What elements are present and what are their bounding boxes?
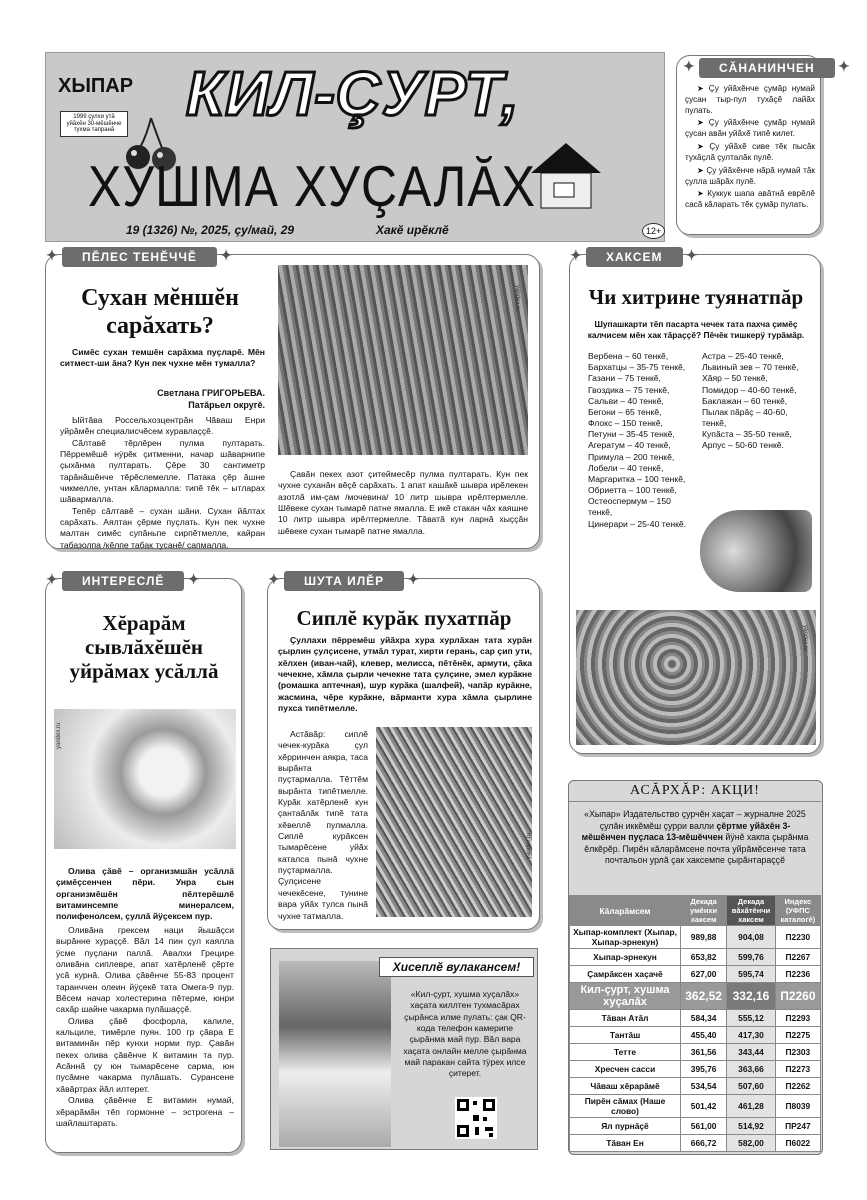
note-item: ➤ Куккук шапа авăтнă еврĕлĕ сасă кăларать тĕк çумăр пулать.	[685, 189, 815, 210]
price-item: Пылак пăрăç – 40-60, тенкĕ,	[702, 406, 788, 429]
table-row	[570, 966, 821, 983]
publication-name: Хыпар-комплект (Хыпар, Хыпар-эрнекун)	[570, 926, 681, 949]
house-icon	[526, 133, 606, 213]
price-item: Бархатцы – 35-75 тенкĕ,	[588, 362, 686, 373]
price-item: Остеоспермум – 150 тенкĕ,	[588, 496, 671, 518]
index-cell: П8039	[775, 1095, 820, 1118]
publication-name: Хыпар-эрнекун	[570, 949, 681, 966]
price-item: Обриетта – 100 тенкĕ,	[588, 485, 677, 496]
paragraph: Олива çăвĕ фосфорла, калиле, кальциле, тимĕрле пуян. 100 гр çăвра Е витаминăн пĕр кунхи норми пур. Çавăн пекех олива çăвĕнче К витамин та пур. Асăннă çу юн тымарĕсене сарма, юн пусăмне чакарма пулăшать. Сурансене хăвăртрах йăл илтерет.	[56, 1015, 234, 1094]
price-item: Бегони – 65 тенкĕ,	[588, 406, 662, 417]
price-cell: 584,34	[681, 1010, 727, 1027]
publication-name: Чăваш хĕрарăмĕ	[570, 1078, 681, 1095]
paragraph: Оливăна грексем наци йышăçси вырăнне хураççĕ. Вăл 14 пин çул каялла ÿсме пуçлани паллă. Авалхи Грецире оливăна сиплевре, апат хатĕрленĕ çĕрте усă курнă. Олива çăвĕнче 55-83 процент таранччен олеин йÿçекĕ тата Омега-9 пур. Вĕсем начар холестерина пĕтерме, юнри сахăр шайне чакарма пулăшаççĕ.	[56, 925, 234, 1015]
note-item: ➤ Çу уйăхĕнче нăрă нумай тăк çулла шăрăх пулĕ.	[685, 165, 815, 186]
price-cell: 561,00	[681, 1118, 727, 1135]
price-cell: 582,00	[727, 1135, 776, 1152]
price-cell: 514,92	[727, 1118, 776, 1135]
flowers-lead: Шупашкарти тĕп пасарта чечек тата пахча çимĕç калчисем мĕн хак тăраççĕ? Пĕчĕк тишкерÿ турăмăр.	[587, 319, 805, 341]
publication-name: Тăван Ен	[570, 1135, 681, 1152]
publication-name: Хресчен сасси	[570, 1061, 681, 1078]
masthead	[45, 52, 665, 242]
publication-name: Тетте	[570, 1044, 681, 1061]
masthead-title-1: КИЛ-ÇУРТ,	[186, 60, 520, 129]
subscription-text-bold: çĕртме уйăхĕн 3-мĕшĕнчен пуçласа 13-мĕшĕччен	[581, 820, 791, 843]
photo-credit: yandex.ru	[802, 625, 808, 652]
herbs-tag: ✦ ШУТА ИЛĔР ✦	[284, 571, 404, 591]
article-onion-title: Сухан мĕншĕн сарăхать?	[81, 285, 239, 339]
note-item: ➤ Çу уйăхĕнче çумăр нумай çусан тыр-пул тухăçĕ лайăх пулать.	[685, 84, 815, 115]
photo-credit: yandex.ru	[514, 285, 520, 312]
table-row	[570, 949, 821, 966]
masthead-pre: ХЫПАР	[58, 75, 134, 97]
price-item: Цинерари – 25-40 тенкĕ.	[588, 518, 687, 529]
index-cell: П6022	[775, 1135, 820, 1152]
founded-note: 1999 çулхи утă уйăхĕн 30-мĕшĕнче тухма тапранă	[60, 111, 128, 137]
index-cell: П2267	[775, 949, 820, 966]
flowers-tag: ✦ ХАКСЕМ ✦	[586, 247, 683, 267]
table-row	[570, 983, 821, 1010]
table-row	[570, 1118, 821, 1135]
publication-name: Тантăш	[570, 1027, 681, 1044]
article-herbs	[267, 574, 540, 930]
publication-name: Кил-çурт, хушма хуçалăх	[570, 983, 681, 1010]
table-row	[570, 1135, 821, 1152]
age-badge: 12+	[642, 223, 665, 239]
price-cell: 627,00	[681, 966, 727, 983]
publication-name: Ял пурнăçĕ	[570, 1118, 681, 1135]
vegetables-photo	[700, 510, 812, 592]
index-cell: П2293	[775, 1010, 820, 1027]
price-item: Флокс – 150 тенкĕ,	[588, 418, 663, 429]
masthead-title-2: ХУШМА ХУÇАЛĂХ	[88, 154, 537, 219]
article-onion-lead: Симĕс сухан темшĕн сарăхма пуçларĕ. Мĕн ситмест-ши ăна? Кун пек чухне мĕн тумалла?	[60, 347, 265, 369]
price-cell: 595,74	[727, 966, 776, 983]
paragraph: Сăлтавĕ тĕрлĕрен пулма пултарать. Пĕрремĕшĕ нÿрĕк çитменни, начар шăварнипе çыхăнма пултарать. Çĕре 30 сантиметр тарăнăшĕнче тĕрĕслемелле. Патака çĕр ăшне чикмелле, унтан кăлармалла: типĕ тĕк – ытларах шăвармалла.	[60, 437, 265, 505]
article-onion	[45, 250, 540, 550]
price-item: Купăста – 35-50 тенкĕ,	[702, 429, 792, 440]
herbs-photo	[376, 727, 532, 917]
flowers-title: Чи хитрине туянатпăр	[588, 285, 804, 309]
olive-body	[56, 925, 234, 1129]
table-row	[570, 1061, 821, 1078]
article-onion-place: Патăрьел округĕ.	[188, 400, 265, 410]
price-item: Лобели – 40 тенкĕ,	[588, 462, 664, 473]
price-item: Помидор – 40-60 тенкĕ,	[702, 384, 797, 395]
price-cell: 417,30	[727, 1027, 776, 1044]
olive-lead: Олива çăвĕ – организмшăн усăллă çимĕçсенчен пĕри. Унра сын организмĕшĕн пĕлтерĕшлĕ витаминсемпе минералсем, полифенолсем, çуллă йÿçексем пур.	[56, 866, 234, 922]
price-cell: 599,76	[727, 949, 776, 966]
note-item: ➤ Çу уйăхĕ сиве тĕк пысăк тухăçлă çулталăк пулĕ.	[685, 142, 815, 162]
price-cell: 989,88	[681, 926, 727, 949]
price-cell: 362,52	[681, 983, 727, 1010]
price-cell: 395,76	[681, 1061, 727, 1078]
subscription-header: АСĂРХĂР: АКЦИ!	[569, 781, 821, 802]
herbs-title: Сиплĕ курăк пухатпăр	[296, 606, 512, 630]
reader-photo	[279, 961, 391, 1147]
photo-credit: yandex.ru	[526, 832, 532, 859]
note-tag: ✦ СĂНАНИНЧЕН ✦	[699, 58, 835, 78]
olive-tag: ✦ ИНТЕРЕСЛĔ ✦	[62, 571, 184, 591]
issue-number: 19 (1326) №, 2025, çу/май, 29	[126, 223, 295, 237]
price-cell: 534,54	[681, 1078, 727, 1095]
index-cell: П2260	[775, 983, 820, 1010]
price-item: Баклажан – 60 тенкĕ,	[702, 395, 788, 406]
subscription-text-pre: «Хыпар» Издательство çурчĕн хаçат – журналне 2025 çулăн иккĕмĕш çурри валли	[584, 809, 806, 831]
price-item: Агератум – 40 тенкĕ,	[588, 440, 671, 451]
price-cell: 653,82	[681, 949, 727, 966]
price-item: Маргаритка – 100 тенкĕ,	[588, 473, 686, 484]
index-cell: П2262	[775, 1078, 820, 1095]
herbs-body: Астăвăр: сиплĕ чечек-курăка çул хĕрринчен аякра, таса вырăнта пуçтармалла. Тĕттĕм вырăнта типĕтмелле. Курăк хатĕрленĕ кун çантаăлăк типĕ тата хĕвеллĕ пулмалла. Сиплĕ курăксен тымарĕсене уйăх каталса пынă чухне пуçтармалла. Çулçисене чечекĕсене, тунине вара уйăх тулса пынă чухне татмалла.	[278, 729, 368, 921]
publication-name: Тăван Атăл	[570, 1010, 681, 1027]
index-cell: ПР247	[775, 1118, 820, 1135]
index-cell: П2303	[775, 1044, 820, 1061]
price-cell: 666,72	[681, 1135, 727, 1152]
table-row	[570, 1044, 821, 1061]
index-cell: П2230	[775, 926, 820, 949]
onion-photo	[278, 265, 528, 455]
price-table	[569, 895, 821, 1152]
subscription-text	[579, 809, 811, 867]
publication-name: Çамрăксен хаçачĕ	[570, 966, 681, 983]
price-cell: 507,60	[727, 1078, 776, 1095]
price-item: Арпус – 50-60 тенкĕ.	[702, 440, 784, 451]
column-header: Кăларăмсем	[570, 896, 681, 926]
qr-code-icon[interactable]	[455, 1097, 497, 1139]
promo-text: «Кил-çурт, хушма хуçалăх» хаçата киллтен тухмасăрах çырăнса илме пулать: çак QR- кода телефон камерипе çырăнма май пур. Вăл вара хаçата онлайн мелле çырăнма май паракан сайта тÿрех илсе çитерет.	[403, 989, 527, 1079]
column-header: Декада умĕнхи хаксем	[681, 896, 727, 926]
price-cell: 455,40	[681, 1027, 727, 1044]
index-cell: П2236	[775, 966, 820, 983]
column-header: Индекс (УФПС каталогĕ)	[775, 896, 820, 926]
subscription-text-post: йÿнĕ хакпа çырăнма ĕлкĕрĕр. Пирĕн кăларăмсене почта уйрăмĕсенче тата почтальон урлă çак хаксемпе çырăнтараççĕ	[584, 832, 809, 866]
table-row	[570, 1027, 821, 1044]
price-cell: 343,44	[727, 1044, 776, 1061]
column-header: Декада вăхăтĕнчи хаксем	[727, 896, 776, 926]
paragraph: Тепĕр сăлтавĕ – сухан шăни. Сухан йăлтах сарăхать. Аялтан çĕрме пуçлать. Кун пек чухне малтан симĕс супăньпе сирпĕтмелле, кайран табазолпа /кĕлпе табак тусанĕ/ сапмалла.	[60, 505, 265, 550]
table-row	[570, 926, 821, 949]
price-cell: 904,08	[727, 926, 776, 949]
price-rows	[570, 926, 821, 1152]
price-cell: 361,56	[681, 1044, 727, 1061]
note-list	[685, 84, 815, 211]
table-row	[570, 1010, 821, 1027]
paragraph: Олива çăвĕнче Е витамин нумай, хĕрарăмăн тĕп гормонне – эстрогена – шайлаштарать.	[56, 1095, 234, 1128]
price-item: Газани – 75 тенкĕ,	[588, 373, 661, 384]
promo-box	[270, 948, 538, 1150]
table-row	[570, 1078, 821, 1095]
price-item: Примула – 200 тенкĕ,	[588, 451, 675, 462]
note-item: ➤ Çу уйăхĕнче çумăр нумай çусан авăн уйăхĕ типĕ килет.	[685, 118, 815, 139]
price-cell: 555,12	[727, 1010, 776, 1027]
price-item: Львиный зев – 70 тенкĕ,	[702, 362, 799, 373]
flowers-col2	[702, 351, 812, 452]
subscription-box	[568, 780, 823, 1155]
note-box	[676, 55, 821, 235]
article-onion-body	[60, 415, 265, 551]
price-item: Сальви – 40 тенкĕ,	[588, 395, 664, 406]
olive-title: Хĕрарăм сывлăхĕшĕн уйрăмах усăллă	[69, 611, 219, 684]
article-onion-col2: Çавăн пекех азот çитеймесĕр пулма пултарать. Кун пек чухне суханăн вĕçĕ сарăхать. 1 апат кашăкĕ шывра ирĕлекен азотлă им-çам /мочевина/ 10 литр шывра ирĕлтермелле. Шĕвеке сухан тымарĕ патне ямалла. Е икĕ стакан чăх каяшне 10 литр шывра ирĕлтермелле. Тăватă кун ларнă хыççăн шĕвеке сухан тымарĕ патне ямалла.	[278, 469, 528, 536]
seedlings-photo	[576, 610, 816, 745]
paragraph: Ыйтăва Россельхозцентрăн Чăваш Енри уйрăмĕн специалисчĕсем хуравлаççĕ.	[60, 415, 265, 437]
price-item: Хăяр – 50 тенкĕ,	[702, 373, 768, 384]
price-item: Вербена – 60 тенкĕ,	[588, 351, 669, 361]
article-olive	[45, 574, 242, 1153]
price-note: Хакĕ ирĕклĕ	[376, 223, 449, 237]
price-item: Астра – 25-40 тенкĕ,	[702, 351, 784, 361]
price-item: Гвоздика – 75 тенкĕ,	[588, 384, 670, 395]
article-onion-author: Светлана ГРИГОРЬЕВА.	[157, 388, 265, 398]
photo-credit: yandex.ru	[56, 722, 62, 749]
price-cell: 501,42	[681, 1095, 727, 1118]
olive-oil-photo	[54, 709, 236, 849]
index-cell: П2275	[775, 1027, 820, 1044]
flowers-prices	[569, 250, 821, 754]
price-cell: 332,16	[727, 983, 776, 1010]
publication-name: Пирĕн сăмах (Наше слово)	[570, 1095, 681, 1118]
flowers-col1	[588, 351, 693, 530]
price-item: Петуни – 35-45 тенкĕ,	[588, 429, 675, 440]
price-cell: 461,28	[727, 1095, 776, 1118]
herbs-lead: Çуллахи пĕрремĕш уйăхра хура хурлăхан тата хурăн çырлин çулçисене, утмăл турат, хирти герань, сар çип ути, хĕлхен (иван-чай), клевер, мелисса, пĕтĕнĕк, армути, çăка чечекне, хăмла çырли чечекне тата çулçине, эмел курăкне (ромашка аптечная), шур курăка (шалфей), чапăр курăкне, жасмина, чĕре курăкне, вăрманти хура хăмла çырлине пухса типĕтмелле.	[278, 635, 532, 714]
index-cell: П2273	[775, 1061, 820, 1078]
table-row	[570, 1095, 821, 1118]
promo-title: Хисеплĕ вулакансем!	[379, 957, 534, 977]
price-cell: 363,66	[727, 1061, 776, 1078]
article-onion-tag: ✦ ПĔЛЕС ТЕНĔЧЧĔ ✦	[62, 247, 217, 267]
